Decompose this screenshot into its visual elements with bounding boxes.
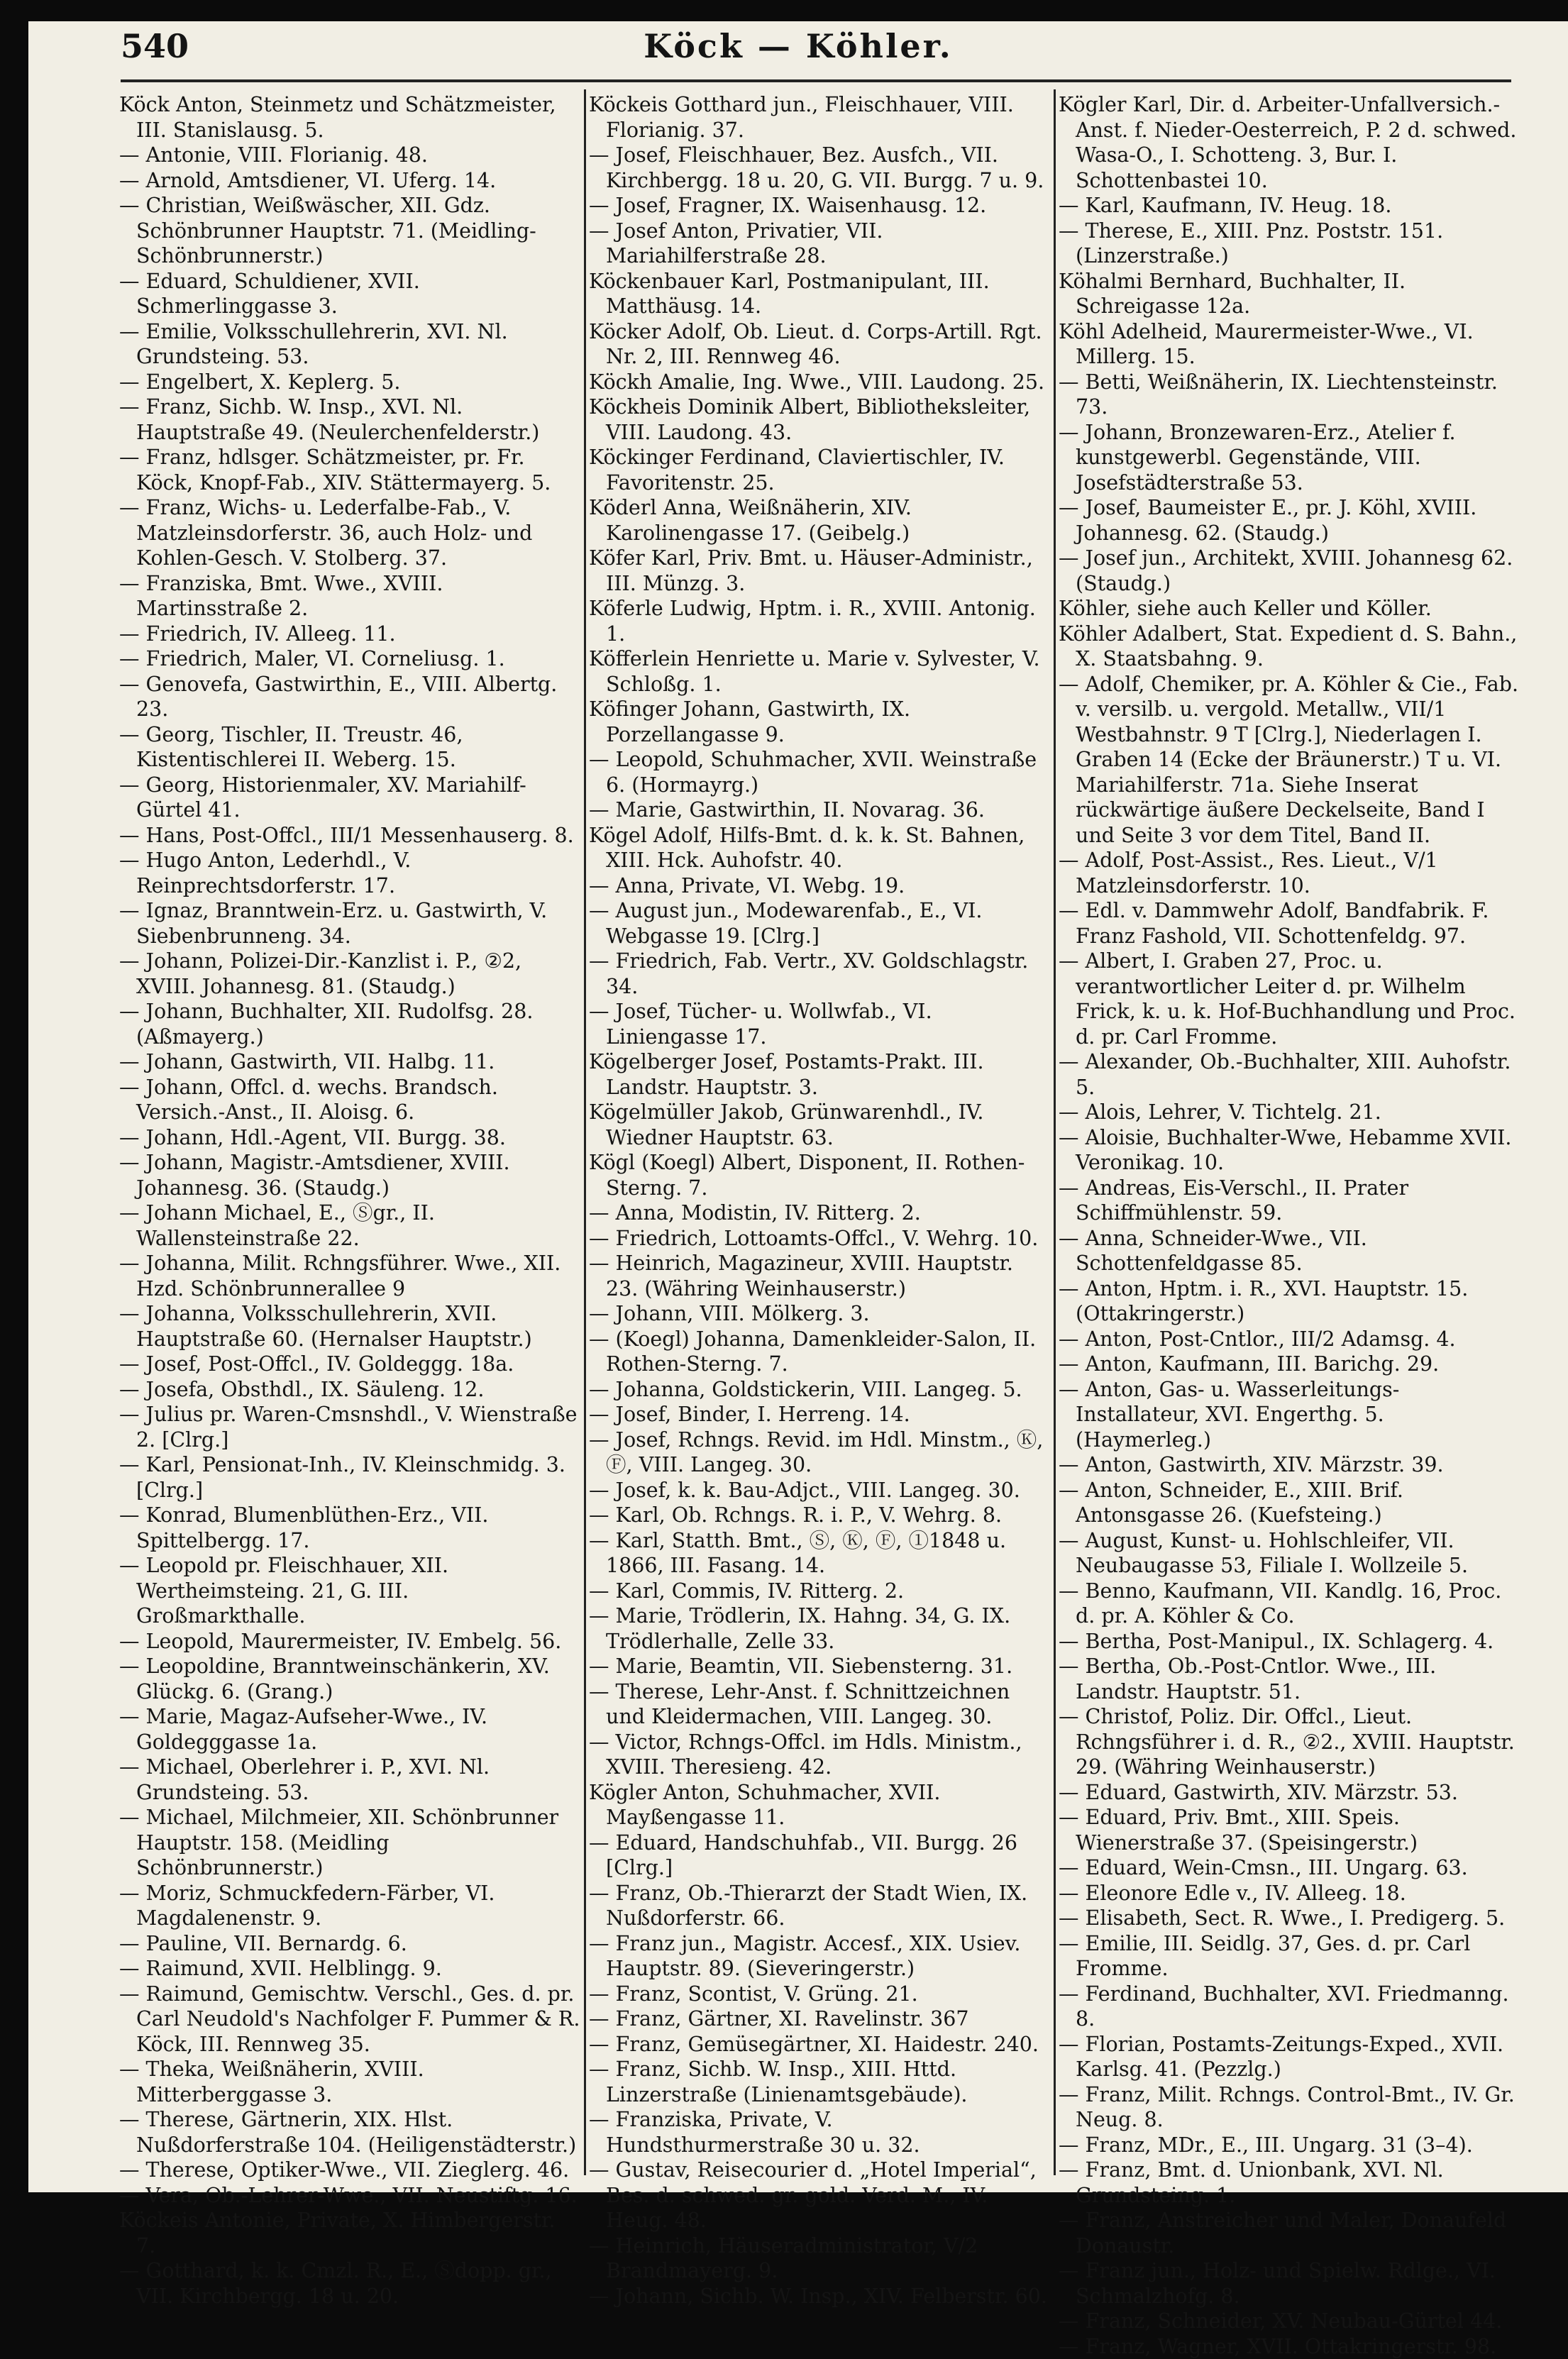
directory-entry: — Anna, Private, VI. Webg. 19. (589, 873, 1050, 899)
directory-entry: — Johann, Bronzewaren-Erz., Atelier f. kunstgewerbl. Gegenstände, VIII. Josefstädterstraße 53. (1059, 420, 1520, 496)
directory-entry: — Johann, Polizei-Dir.-Kanzlist i. P., ②2, XVIII. Johannesg. 81. (Staudg.) (119, 949, 580, 999)
directory-entry: — Eduard, Schuldiener, XVII. Schmerlinggasse 3. (119, 269, 580, 319)
directory-entry: — Franz jun., Magistr. Accesf., XIX. Usiev. Hauptstr. 89. (Sieveringerstr.) (589, 1931, 1050, 1982)
directory-entry: — Konrad, Blumenblüthen-Erz., VII. Spittelbergg. 17. (119, 1503, 580, 1553)
directory-entry: — Ignaz, Branntwein-Erz. u. Gastwirth, V. Siebenbrunneng. 34. (119, 898, 580, 949)
directory-entry: — Heinrich, Häuseradministrator, V/2 Brandmayerg. 9. (589, 2233, 1050, 2284)
directory-entry: — Anna, Schneider-Wwe., VII. Schottenfeldgasse 85. (1059, 1226, 1520, 1276)
directory-entry: — Bertha, Ob.-Post-Cntlor. Wwe., III. Landstr. Hauptstr. 51. (1059, 1654, 1520, 1704)
directory-entry: — Anton, Schneider, E., XIII. Brif. Antonsgasse 26. (Kuefsteing.) (1059, 1478, 1520, 1528)
directory-entry: Köfferlein Henriette u. Marie v. Sylvester, V. Schloßg. 1. (589, 646, 1050, 697)
directory-entry: — Karl, Commis, IV. Ritterg. 2. (589, 1579, 1050, 1604)
directory-entry: — Benno, Kaufmann, VII. Kandlg. 16, Proc. d. pr. A. Köhler & Co. (1059, 1579, 1520, 1629)
directory-entry: — Franz, MDr., E., III. Ungarg. 31 (3–4). (1059, 2133, 1520, 2158)
directory-entry: — Alois, Lehrer, V. Tichtelg. 21. (1059, 1100, 1520, 1125)
directory-entry: Köck Anton, Steinmetz und Schätzmeister, III. Stanislausg. 5. (119, 92, 580, 143)
directory-entry: — Josef Anton, Privatier, VII. Mariahilferstraße 28. (589, 219, 1050, 269)
directory-entry: Kögl (Koegl) Albert, Disponent, II. Rothen-Sterng. 7. (589, 1150, 1050, 1200)
directory-entry: Köckenbauer Karl, Postmanipulant, III. Matthäusg. 14. (589, 269, 1050, 319)
directory-entry: — Josef, Tücher- u. Wollwfab., VI. Liniengasse 17. (589, 999, 1050, 1049)
directory-entry: — Eduard, Priv. Bmt., XIII. Speis. Wienerstraße 37. (Speisingerstr.) (1059, 1805, 1520, 1855)
directory-entry: — Friedrich, Maler, VI. Corneliusg. 1. (119, 646, 580, 672)
directory-entry: — Florian, Postamts-Zeitungs-Exped., XVII. Karlsg. 41. (Pezzlg.) (1059, 2032, 1520, 2082)
directory-entry: — Franz, Sichb. W. Insp., XIII. Httd. Linzerstraße (Linienamtsgebäude). (589, 2057, 1050, 2107)
directory-entry: — Theka, Weißnäherin, XVIII. Mitterberggasse 3. (119, 2057, 580, 2107)
directory-entry: — Johann, Gastwirth, VII. Halbg. 11. (119, 1049, 580, 1075)
directory-entry: Köckeis Gotthard jun., Fleischhauer, VIII. Florianig. 37. (589, 92, 1050, 143)
header-rule (121, 79, 1511, 82)
directory-page (28, 21, 1568, 2192)
directory-entry: Köckinger Ferdinand, Claviertischler, IV. Favoritenstr. 25. (589, 445, 1050, 495)
directory-entry: — Franz, Schneider, XV. Neubau-Gürtel 44. (1059, 2309, 1520, 2334)
directory-entry: Köfinger Johann, Gastwirth, IX. Porzellangasse 9. (589, 697, 1050, 747)
directory-entry: — Johann, Buchhalter, XII. Rudolfsg. 28. (Aßmayerg.) (119, 999, 580, 1049)
directory-entry: — Franz, Anstreicher und Maler, Donaufeld Donaustr. (1059, 2208, 1520, 2258)
directory-entry: — Antonie, VIII. Florianig. 48. (119, 143, 580, 168)
directory-entry: Köhl Adelheid, Maurermeister-Wwe., VI. Millerg. 15. (1059, 319, 1520, 370)
directory-entry: — Therese, Lehr-Anst. f. Schnittzeichnen und Kleidermachen, VIII. Langeg. 30. (589, 1679, 1050, 1730)
directory-entry: — Eduard, Wein-Cmsn., III. Ungarg. 63. (1059, 1855, 1520, 1881)
directory-entry: — Franz, Sichb. W. Insp., XVI. Nl. Hauptstraße 49. (Neulerchenfelderstr.) (119, 394, 580, 445)
directory-entry: — Anton, Kaufmann, III. Barichg. 29. (1059, 1352, 1520, 1377)
directory-entry: Kögel Adolf, Hilfs-Bmt. d. k. k. St. Bahnen, XIII. Hck. Auhofstr. 40. (589, 823, 1050, 873)
directory-entry: — Elisabeth, Sect. R. Wwe., I. Predigerg. 5. (1059, 1906, 1520, 1931)
directory-entry: — Michael, Milchmeier, XII. Schönbrunner Hauptstr. 158. (Meidling Schönbrunnerstr.) (119, 1805, 580, 1881)
column-divider (584, 89, 586, 2175)
directory-entry: — Anton, Hptm. i. R., XVI. Hauptstr. 15. (Ottakringerstr.) (1059, 1276, 1520, 1327)
directory-entry: — Josef, Fragner, IX. Waisenhausg. 12. (589, 193, 1050, 219)
directory-entry: — Georg, Historienmaler, XV. Mariahilf-Gürtel 41. (119, 773, 580, 823)
directory-entry: — Marie, Magaz-Aufseher-Wwe., IV. Goldegggasse 1a. (119, 1704, 580, 1755)
directory-entry: — Alexander, Ob.-Buchhalter, XIII. Auhofstr. 5. (1059, 1049, 1520, 1100)
directory-entry: — Heinrich, Magazineur, XVIII. Hauptstr. 23. (Währing Weinhauserstr.) (589, 1251, 1050, 1301)
directory-entry: — Franziska, Private, V. Hundsthurmerstraße 30 u. 32. (589, 2107, 1050, 2158)
directory-entry: — Andreas, Eis-Verschl., II. Prater Schiffmühlenstr. 59. (1059, 1176, 1520, 1226)
directory-entry: — Johann, Offcl. d. wechs. Brandsch. Versich.-Anst., II. Aloisg. 6. (119, 1075, 580, 1125)
directory-entry: Kögelmüller Jakob, Grünwarenhdl., IV. Wiedner Hauptstr. 63. (589, 1100, 1050, 1150)
directory-entry: — Gotthard, k. k. Cmzl. R., E., Ⓢdopp. gr., VII. Kirchbergg. 18 u. 20. (119, 2258, 580, 2309)
page-number: 540 (121, 27, 189, 65)
directory-entry: — Karl, Ob. Rchngs. R. i. P., V. Wehrg. 8. (589, 1503, 1050, 1528)
directory-entry: — Johanna, Milit. Rchngsführer. Wwe., XII. Hzd. Schönbrunnerallee 9 (119, 1251, 580, 1301)
directory-entry: — Josef, Fleischhauer, Bez. Ausfch., VII. Kirchbergg. 18 u. 20, G. VII. Burgg. 7 u. 9. (589, 143, 1050, 193)
directory-entry: — Johann, Sichb. W. Insp., XIV. Felberstr. 60. (589, 2284, 1050, 2309)
column-2 (589, 92, 1050, 2178)
directory-entry: — Eduard, Gastwirth, XIV. Märzstr. 53. (1059, 1780, 1520, 1806)
directory-entry: Köcker Adolf, Ob. Lieut. d. Corps-Artill. Rgt. Nr. 2, III. Rennweg 46. (589, 319, 1050, 370)
directory-entry: — Adolf, Post-Assist., Res. Lieut., V/1 Matzleinsdorferstr. 10. (1059, 848, 1520, 898)
directory-entry: — Emilie, Volksschullehrerin, XVI. Nl. Grundsteing. 53. (119, 319, 580, 370)
directory-entry: Köckheis Dominik Albert, Bibliotheksleiter, VIII. Laudong. 43. (589, 394, 1050, 445)
column-divider (1054, 89, 1056, 2175)
directory-entry: — Franz jun., Holz- und Spielw. Rdlge., VI. Schmalzhofg. 8. (1059, 2258, 1520, 2309)
directory-entry: — Ferdinand, Buchhalter, XVI. Friedmanng. 8. (1059, 1982, 1520, 2032)
directory-entry: — Raimund, XVII. Helblingg. 9. (119, 1956, 580, 1982)
directory-entry: — Marie, Trödlerin, IX. Hahng. 34, G. IX. Trödlerhalle, Zelle 33. (589, 1603, 1050, 1654)
directory-entry: — Michael, Oberlehrer i. P., XVI. Nl. Grundsteing. 53. (119, 1755, 580, 1805)
directory-entry: — Franz, Milit. Rchngs. Control-Bmt., IV. Gr. Neug. 8. (1059, 2082, 1520, 2133)
directory-entry: — Julius pr. Waren-Cmsnshdl., V. Wienstraße 2. [Clrg.] (119, 1402, 580, 1452)
directory-entry: — Victor, Rchngs-Offcl. im Hdls. Ministm., XVIII. Theresieng. 42. (589, 1730, 1050, 1780)
directory-entry: Köhler Adalbert, Stat. Expedient d. S. Bahn., X. Staatsbahng. 9. (1059, 621, 1520, 672)
directory-entry: — Hans, Post-Offcl., III/1 Messenhauserg. 8. (119, 823, 580, 849)
directory-entry: — Johanna, Goldstickerin, VIII. Langeg. 5. (589, 1377, 1050, 1403)
directory-entry: — Bertha, Post-Manipul., IX. Schlagerg. 4. (1059, 1629, 1520, 1654)
directory-entry: — Raimund, Gemischtw. Verschl., Ges. d. pr. Carl Neudold's Nachfolger F. Pummer & R. Köck, III. Rennweg 35. (119, 1982, 580, 2057)
directory-entry: Köferle Ludwig, Hptm. i. R., XVIII. Antonig. 1. (589, 596, 1050, 646)
directory-entry: — Johann, VIII. Mölkerg. 3. (589, 1301, 1050, 1327)
directory-entry: — Johann Michael, E., Ⓢgr., II. Wallensteinstraße 22. (119, 1200, 580, 1251)
directory-entry: Köderl Anna, Weißnäherin, XIV. Karolinengasse 17. (Geibelg.) (589, 495, 1050, 546)
directory-entry: — Franz, Ob.-Thierarzt der Stadt Wien, IX. Nußdorferstr. 66. (589, 1881, 1050, 1931)
directory-entry: — August jun., Modewarenfab., E., VI. Webgasse 19. [Clrg.] (589, 898, 1050, 949)
directory-entry: — Eduard, Handschuhfab., VII. Burgg. 26 [Clrg.] (589, 1830, 1050, 1881)
directory-entry: — Leopoldine, Branntweinschänkerin, XV. Glückg. 6. (Grang.) (119, 1654, 580, 1704)
directory-entry: — Josef, Rchngs. Revid. im Hdl. Minstm., Ⓚ, Ⓕ, VIII. Langeg. 30. (589, 1427, 1050, 1478)
directory-entry: — (Koegl) Johanna, Damenkleider-Salon, II. Rothen-Sterng. 7. (589, 1327, 1050, 1377)
directory-entry: — Franz, Wagner, XVII. Ottakringerstr. 98. (1059, 2334, 1520, 2359)
directory-entry: — Franz, Gärtner, XI. Ravelinstr. 367 (589, 2006, 1050, 2032)
directory-entry: — Karl, Kaufmann, IV. Heug. 18. (1059, 193, 1520, 219)
directory-entry: — Franz, Gemüsegärtner, XI. Haidestr. 240. (589, 2032, 1050, 2057)
directory-entry: — Josef jun., Architekt, XVIII. Johannesg 62. (Staudg.) (1059, 546, 1520, 596)
directory-entry: — Josefa, Obsthdl., IX. Säuleng. 12. (119, 1377, 580, 1403)
directory-entry: — Marie, Beamtin, VII. Siebensterng. 31. (589, 1654, 1050, 1679)
directory-entry: — Therese, Optiker-Wwe., VII. Zieglerg. 46. (119, 2158, 580, 2183)
directory-entry: — Josef, Post-Offcl., IV. Goldeggg. 18a. (119, 1352, 580, 1377)
directory-entry: — Christian, Weißwäscher, XII. Gdz. Schönbrunner Hauptstr. 71. (Meidling-Schönbrunnerstr.) (119, 193, 580, 269)
directory-entry: — Emilie, III. Seidlg. 37, Ges. d. pr. Carl Fromme. (1059, 1931, 1520, 1982)
directory-entry: — Anna, Modistin, IV. Ritterg. 2. (589, 1200, 1050, 1226)
directory-entry: — Friedrich, Lottoamts-Offcl., V. Wehrg. 10. (589, 1226, 1050, 1252)
column-1 (119, 92, 580, 2178)
directory-entry: Kögelberger Josef, Postamts-Prakt. III. Landstr. Hauptstr. 3. (589, 1049, 1050, 1100)
directory-entry: — Leopold, Maurermeister, IV. Embelg. 56. (119, 1629, 580, 1654)
directory-entry: — Gustav, Reisecourier d. „Hotel Imperial“, Bes. d. schwed. gr. gold. Verd. M., IV. Heug. 48. (589, 2158, 1050, 2233)
directory-entry: — Franz, Wichs- u. Lederfalbe-Fab., V. Matzleinsdorferstr. 36, auch Holz- und Kohlen-Gesch. V. Stolberg. 37. (119, 495, 580, 571)
directory-entry: — Franz, Scontist, V. Grüng. 21. (589, 1982, 1050, 2007)
directory-entry: — Therese, E., XIII. Pnz. Poststr. 151. (Linzerstraße.) (1059, 219, 1520, 269)
directory-entry: — Adolf, Chemiker, pr. A. Köhler & Cie., Fab. v. versilb. u. vergold. Metallw., VII/1 Westbahnstr. 9 T [Clrg.], Niederlagen I. Graben 14 (Ecke der Bräunerstr.) T u. VI. Mariahilferstr. 71a. Siehe Inserat rückwärtige äußere Deckelseite, Band I und Seite 3 vor dem Titel, Band II. (1059, 672, 1520, 849)
directory-entry: — Hugo Anton, Lederhdl., V. Reinprechtsdorferstr. 17. (119, 848, 580, 898)
directory-entry: — Anton, Gas- u. Wasserleitungs-Installateur, XVI. Engerthg. 5. (Haymerleg.) (1059, 1377, 1520, 1453)
column-3 (1059, 92, 1520, 2178)
directory-entry: — Pauline, VII. Bernardg. 6. (119, 1931, 580, 1957)
directory-entry: — Arnold, Amtsdiener, VI. Uferg. 14. (119, 168, 580, 194)
directory-entry: — Karl, Statth. Bmt., Ⓢ, Ⓚ, Ⓕ, ①1848 u. 1866, III. Fasang. 14. (589, 1528, 1050, 1579)
directory-entry: — Albert, I. Graben 27, Proc. u. verantwortlicher Leiter d. pr. Wilhelm Frick, k. u. k. Hof-Buchhandlung und Proc. d. pr. Carl Fromme. (1059, 949, 1520, 1049)
directory-entry: — Therese, Gärtnerin, XIX. Hlst. Nußdorferstraße 104. (Heiligenstädterstr.) (119, 2107, 580, 2158)
directory-entry: — Franz, Bmt. d. Unionbank, XVI. Nl. Grundsteing. 1. (1059, 2158, 1520, 2208)
directory-entry: Kögler Anton, Schuhmacher, XVII. Mayßengasse 11. (589, 1780, 1050, 1830)
directory-entry: — Friedrich, Fab. Vertr., XV. Goldschlagstr. 34. (589, 949, 1050, 999)
directory-entry: — Anton, Post-Cntlor., III/2 Adamsg. 4. (1059, 1327, 1520, 1352)
directory-entry: Köckeis Antonie, Private, X. Himbergerstr. 7. (119, 2208, 580, 2258)
directory-entry: — Leopold, Schuhmacher, XVII. Weinstraße 6. (Hormayrg.) (589, 747, 1050, 797)
directory-entry: — Josef, Baumeister E., pr. J. Köhl, XVIII. Johannesg. 62. (Staudg.) (1059, 495, 1520, 546)
directory-entry: — Josef, Binder, I. Herreng. 14. (589, 1402, 1050, 1427)
directory-entry: — Betti, Weißnäherin, IX. Liechtensteinstr. 73. (1059, 370, 1520, 420)
directory-entry: — Leopold pr. Fleischhauer, XII. Wertheimsteing. 21, G. III. Großmarkthalle. (119, 1553, 580, 1629)
directory-entry: — Vera, Ob.-Lehrer-Wwe., VII. Neustiftg. 16. (119, 2183, 580, 2209)
directory-entry: — Friedrich, IV. Alleeg. 11. (119, 621, 580, 647)
directory-entry: — Anton, Gastwirth, XIV. Märzstr. 39. (1059, 1452, 1520, 1478)
directory-entry: — Eleonore Edle v., IV. Alleeg. 18. (1059, 1881, 1520, 1906)
directory-entry: Köhler, siehe auch Keller und Köller. (1059, 596, 1520, 621)
directory-entry: Köfer Karl, Priv. Bmt. u. Häuser-Administr., III. Münzg. 3. (589, 546, 1050, 596)
directory-entry: — Christof, Poliz. Dir. Offcl., Lieut. Rchngsführer i. d. R., ②2., XVIII. Hauptstr. 29. (Währing Weinhauserstr.) (1059, 1704, 1520, 1780)
directory-entry: — Edl. v. Dammwehr Adolf, Bandfabrik. F. Franz Fashold, VII. Schottenfeldg. 97. (1059, 898, 1520, 949)
directory-entry: — Johann, Hdl.-Agent, VII. Burgg. 38. (119, 1125, 580, 1151)
running-head: Köck — Köhler. (28, 27, 1568, 65)
directory-entry: — Johann, Magistr.-Amtsdiener, XVIII. Johannesg. 36. (Staudg.) (119, 1150, 580, 1200)
directory-entry: Kögler Karl, Dir. d. Arbeiter-Unfallversich.-Anst. f. Nieder-Oesterreich, P. 2 d. schwed. Wasa-O., I. Schotteng. 3, Bur. I. Schottenbastei 10. (1059, 92, 1520, 193)
directory-entry: — Moriz, Schmuckfedern-Färber, VI. Magdalenenstr. 9. (119, 1881, 580, 1931)
directory-entry: — Marie, Gastwirthin, II. Novarag. 36. (589, 797, 1050, 823)
directory-entry: Köckh Amalie, Ing. Wwe., VIII. Laudong. 25. (589, 370, 1050, 395)
directory-entry: — Engelbert, X. Keplerg. 5. (119, 370, 580, 395)
directory-entry: — Franz, hdlsger. Schätzmeister, pr. Fr. Köck, Knopf-Fab., XIV. Stättermayerg. 5. (119, 445, 580, 495)
directory-entry: — Georg, Tischler, II. Treustr. 46, Kistentischlerei II. Weberg. 15. (119, 722, 580, 773)
directory-entry: Köhalmi Bernhard, Buchhalter, II. Schreigasse 12a. (1059, 269, 1520, 319)
directory-entry: — August, Kunst- u. Hohlschleifer, VII. Neubaugasse 53, Filiale I. Wollzeile 5. (1059, 1528, 1520, 1579)
directory-entry: — Franziska, Bmt. Wwe., XVIII. Martinsstraße 2. (119, 571, 580, 621)
directory-entry: — Johanna, Volksschullehrerin, XVII. Hauptstraße 60. (Hernalser Hauptstr.) (119, 1301, 580, 1352)
directory-entry: — Genovefa, Gastwirthin, E., VIII. Albertg. 23. (119, 672, 580, 722)
directory-entry: — Karl, Pensionat-Inh., IV. Kleinschmidg. 3. [Clrg.] (119, 1452, 580, 1503)
directory-entry: — Aloisie, Buchhalter-Wwe, Hebamme XVII. Veronikag. 10. (1059, 1125, 1520, 1176)
directory-entry: — Josef, k. k. Bau-Adjct., VIII. Langeg. 30. (589, 1478, 1050, 1503)
